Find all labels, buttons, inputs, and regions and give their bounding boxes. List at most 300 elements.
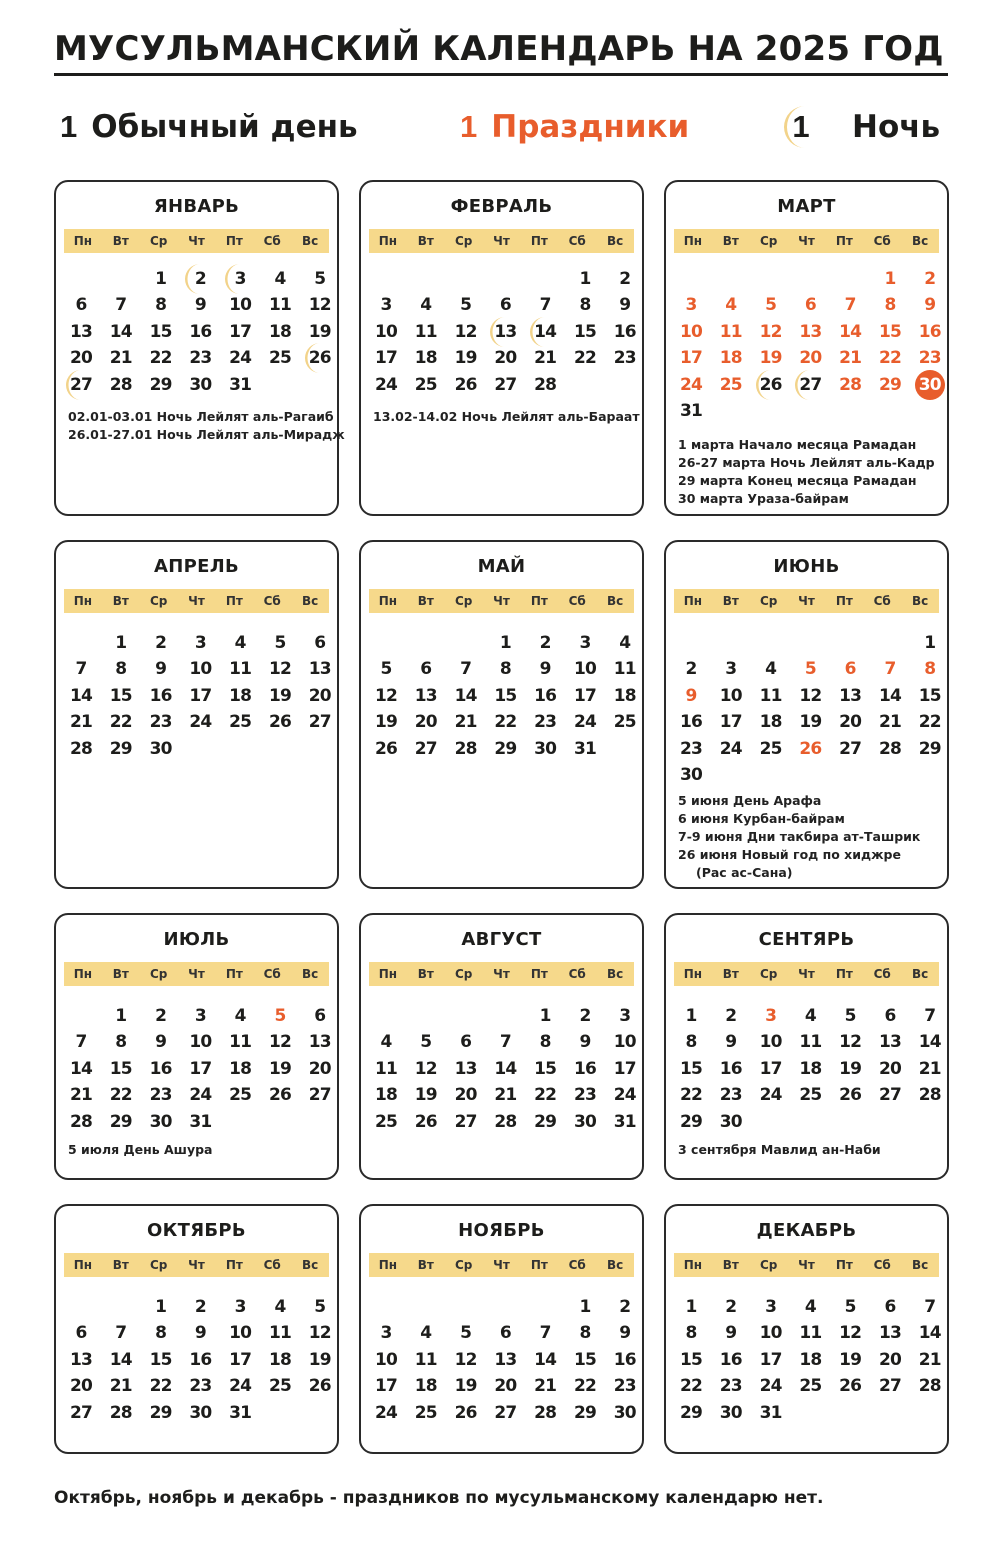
month-name: МАЙ bbox=[477, 556, 526, 577]
weekday-label: Вт bbox=[417, 967, 434, 981]
day-cell bbox=[525, 709, 565, 735]
day-cell bbox=[790, 709, 830, 735]
day-number: 4 bbox=[804, 1006, 816, 1026]
day-cell bbox=[61, 292, 101, 318]
day-number: 10 bbox=[613, 1032, 636, 1053]
day-number: 23 bbox=[149, 712, 172, 733]
holiday-notes bbox=[68, 1141, 331, 1159]
day-cell bbox=[61, 709, 101, 735]
legend-regular-label: Обычный день bbox=[91, 109, 358, 145]
day-number: 30 bbox=[613, 1402, 636, 1423]
weekday-label: Ср bbox=[759, 1258, 778, 1272]
day-number: 15 bbox=[149, 321, 172, 342]
day-number: 2 bbox=[579, 1006, 591, 1026]
weekday-label: Вт bbox=[722, 967, 739, 981]
day-cell bbox=[830, 292, 870, 318]
day-number: 30 bbox=[719, 1402, 742, 1423]
day-cell bbox=[180, 292, 220, 318]
day-cell bbox=[605, 1056, 645, 1082]
day-cell bbox=[870, 372, 910, 398]
day-number: 26 bbox=[374, 738, 398, 759]
month-card bbox=[54, 913, 339, 1180]
day-number: 8 bbox=[579, 295, 591, 316]
legend-night-number: 1 bbox=[792, 109, 810, 144]
weekday-label: Вс bbox=[911, 1258, 929, 1272]
day-cell bbox=[751, 319, 791, 345]
day-number: 10 bbox=[374, 321, 398, 342]
weekday-header bbox=[674, 962, 939, 986]
day-cell bbox=[910, 1082, 950, 1108]
day-number: 30 bbox=[679, 765, 703, 785]
day-number: 14 bbox=[918, 1323, 941, 1344]
day-number: 16 bbox=[719, 1058, 742, 1079]
day-number: 22 bbox=[679, 1376, 703, 1397]
day-number: 18 bbox=[613, 685, 636, 706]
day-number: 30 bbox=[534, 738, 557, 759]
day-cell bbox=[790, 292, 830, 318]
month-name: ОКТЯБРЬ bbox=[147, 1220, 246, 1241]
day-cell bbox=[141, 1003, 181, 1029]
legend-regular-number: 1 bbox=[60, 109, 78, 144]
day-number: 21 bbox=[534, 348, 557, 369]
day-cell bbox=[260, 292, 300, 318]
day-number: 14 bbox=[878, 685, 902, 706]
weekday-label: Пн bbox=[683, 1258, 703, 1272]
day-number: 28 bbox=[454, 738, 477, 759]
weekday-label: Чт bbox=[188, 967, 205, 981]
day-number: 24 bbox=[613, 1085, 636, 1106]
month-card bbox=[54, 540, 339, 889]
day-number: 14 bbox=[109, 321, 132, 342]
weekday-label: Вт bbox=[417, 234, 434, 248]
legend-night bbox=[778, 104, 940, 150]
day-cell bbox=[525, 372, 565, 398]
day-number: 1 bbox=[884, 269, 896, 289]
day-cell bbox=[711, 1029, 751, 1055]
day-number: 24 bbox=[229, 348, 252, 369]
day-cell bbox=[605, 345, 645, 371]
day-cell bbox=[751, 1373, 791, 1399]
day-number: 10 bbox=[189, 1032, 212, 1053]
day-cell bbox=[870, 709, 910, 735]
day-cell bbox=[605, 1400, 645, 1426]
day-cell bbox=[61, 319, 101, 345]
day-cell bbox=[671, 1003, 711, 1029]
weekday-label: Ср bbox=[759, 967, 778, 981]
day-cell bbox=[870, 656, 910, 682]
day-cell bbox=[910, 656, 950, 682]
day-cell bbox=[711, 709, 751, 735]
day-cell bbox=[605, 1294, 645, 1320]
day-cell bbox=[910, 683, 950, 709]
month-card bbox=[54, 180, 345, 516]
day-number: 13 bbox=[414, 685, 437, 706]
day-number: 24 bbox=[374, 374, 398, 395]
day-number: 25 bbox=[719, 374, 742, 395]
day-number: 8 bbox=[499, 659, 511, 680]
day-cell bbox=[260, 630, 300, 656]
day-cell bbox=[711, 345, 751, 371]
day-cell bbox=[101, 1373, 141, 1399]
day-cell bbox=[565, 683, 605, 709]
day-cell bbox=[525, 1320, 565, 1346]
day-cell bbox=[565, 1294, 605, 1320]
weekday-label: Сб bbox=[873, 967, 891, 981]
day-cell bbox=[366, 1320, 406, 1346]
day-number: 18 bbox=[414, 1376, 437, 1397]
weekday-label: Сб bbox=[873, 594, 891, 608]
day-cell bbox=[141, 709, 181, 735]
day-cell bbox=[711, 319, 751, 345]
day-cell bbox=[446, 1400, 486, 1426]
day-cell bbox=[751, 683, 791, 709]
day-cell bbox=[910, 1373, 950, 1399]
day-number: 6 bbox=[499, 1323, 511, 1344]
day-cell bbox=[565, 630, 605, 656]
day-number: 23 bbox=[918, 348, 941, 369]
day-number: 26 bbox=[268, 1085, 292, 1106]
day-cell bbox=[671, 345, 711, 371]
day-number: 23 bbox=[573, 1085, 597, 1106]
weekday-label: Чт bbox=[493, 594, 510, 608]
day-number: 13 bbox=[454, 1058, 477, 1079]
day-number: 4 bbox=[420, 1323, 432, 1344]
day-number: 3 bbox=[685, 295, 697, 316]
day-number: 6 bbox=[884, 1006, 896, 1026]
weekday-label: Пн bbox=[683, 594, 703, 608]
day-number: 20 bbox=[69, 348, 93, 369]
day-number: 19 bbox=[374, 712, 398, 733]
day-number: 21 bbox=[839, 348, 862, 369]
day-cell bbox=[485, 292, 525, 318]
day-number: 7 bbox=[884, 659, 896, 680]
day-number: 5 bbox=[420, 1032, 432, 1053]
day-number: 26 bbox=[414, 1111, 437, 1132]
day-number: 10 bbox=[229, 1323, 252, 1344]
day-number: 20 bbox=[308, 1058, 331, 1079]
weekday-label: Пн bbox=[73, 967, 93, 981]
weekday-label: Пт bbox=[835, 234, 853, 248]
day-number: 4 bbox=[804, 1297, 816, 1317]
day-number: 10 bbox=[573, 659, 597, 680]
day-number: 21 bbox=[109, 1376, 132, 1397]
day-number: 29 bbox=[109, 1111, 132, 1132]
day-number: 4 bbox=[420, 295, 432, 316]
weekday-label: Ср bbox=[759, 594, 778, 608]
day-cell bbox=[910, 345, 950, 371]
day-cell bbox=[101, 372, 141, 398]
day-number: 11 bbox=[613, 659, 636, 680]
day-cell bbox=[180, 630, 220, 656]
day-number: 13 bbox=[878, 1032, 902, 1053]
day-number: 12 bbox=[454, 1349, 477, 1370]
weekday-header bbox=[369, 229, 634, 253]
day-number: 7 bbox=[460, 659, 472, 680]
weekday-label: Вс bbox=[911, 594, 929, 608]
day-cell bbox=[485, 319, 525, 345]
weekday-label: Вс bbox=[301, 967, 319, 981]
day-number: 22 bbox=[878, 348, 902, 369]
day-number: 20 bbox=[69, 1376, 93, 1397]
day-cell bbox=[61, 345, 101, 371]
day-cell bbox=[751, 1400, 791, 1426]
day-cell bbox=[751, 736, 791, 762]
day-cell bbox=[180, 1029, 220, 1055]
day-cell bbox=[565, 1029, 605, 1055]
day-number: 27 bbox=[839, 738, 862, 759]
day-cell bbox=[61, 1373, 101, 1399]
day-cell bbox=[671, 372, 711, 398]
month-name: СЕНТЯРЬ bbox=[758, 929, 855, 950]
day-cell bbox=[485, 656, 525, 682]
month-name: ФЕВРАЛЬ bbox=[450, 196, 553, 217]
day-cell bbox=[220, 656, 260, 682]
holiday-note: 26 июня Новый год по хиджре bbox=[678, 847, 901, 862]
day-cell bbox=[751, 1056, 791, 1082]
day-number: 22 bbox=[534, 1085, 557, 1106]
day-number: 17 bbox=[374, 348, 398, 369]
day-number: 28 bbox=[69, 1111, 93, 1132]
day-cell bbox=[790, 1347, 830, 1373]
day-number: 8 bbox=[115, 1032, 127, 1053]
day-number: 9 bbox=[924, 295, 936, 316]
day-number: 17 bbox=[374, 1376, 398, 1397]
day-number: 20 bbox=[839, 712, 862, 733]
day-number: 24 bbox=[374, 1402, 398, 1423]
day-number: 24 bbox=[759, 1376, 782, 1397]
day-number: 30 bbox=[149, 738, 172, 759]
month-name: ИЮНЬ bbox=[773, 556, 840, 577]
day-number: 31 bbox=[189, 1111, 212, 1132]
day-number: 7 bbox=[924, 1297, 936, 1317]
day-cell bbox=[671, 1109, 711, 1135]
day-cell bbox=[260, 656, 300, 682]
day-cell bbox=[751, 1003, 791, 1029]
weekday-label: Пт bbox=[530, 967, 548, 981]
day-number: 28 bbox=[109, 1402, 132, 1423]
day-cell bbox=[141, 1056, 181, 1082]
day-number: 12 bbox=[759, 321, 782, 342]
day-cell bbox=[565, 709, 605, 735]
day-cell bbox=[101, 736, 141, 762]
day-cell bbox=[790, 1082, 830, 1108]
day-number: 8 bbox=[884, 295, 896, 316]
day-number: 25 bbox=[268, 1376, 292, 1397]
day-number: 27 bbox=[494, 374, 517, 395]
day-cell bbox=[446, 1109, 486, 1135]
day-cell bbox=[565, 292, 605, 318]
day-cell bbox=[101, 1082, 141, 1108]
day-cell bbox=[711, 1347, 751, 1373]
page-title: МУСУЛЬМАНСКИЙ КАЛЕНДАРЬ НА 2025 ГОД bbox=[54, 26, 948, 76]
day-cell bbox=[260, 683, 300, 709]
day-cell bbox=[101, 656, 141, 682]
day-number: 21 bbox=[918, 1058, 941, 1079]
day-number: 14 bbox=[109, 1349, 132, 1370]
day-number: 28 bbox=[494, 1111, 517, 1132]
day-number: 30 bbox=[189, 1402, 212, 1423]
day-cell bbox=[870, 345, 910, 371]
weekday-label: Чт bbox=[798, 234, 815, 248]
day-cell bbox=[300, 345, 340, 371]
day-number: 31 bbox=[229, 1402, 252, 1423]
day-cell bbox=[605, 1347, 645, 1373]
day-cell bbox=[300, 683, 340, 709]
day-cell bbox=[446, 1029, 486, 1055]
day-cell bbox=[605, 630, 645, 656]
day-number: 15 bbox=[534, 1058, 557, 1079]
day-cell bbox=[61, 1109, 101, 1135]
day-cell bbox=[565, 1320, 605, 1346]
day-number: 20 bbox=[878, 1349, 902, 1370]
weekday-header bbox=[64, 962, 329, 986]
day-cell bbox=[830, 1373, 870, 1399]
day-number: 25 bbox=[759, 738, 782, 759]
day-number: 9 bbox=[725, 1032, 737, 1053]
day-cell bbox=[61, 1320, 101, 1346]
day-cell bbox=[101, 319, 141, 345]
day-cell bbox=[830, 1056, 870, 1082]
day-cell bbox=[141, 1294, 181, 1320]
day-number: 22 bbox=[918, 712, 941, 733]
day-number: 11 bbox=[268, 295, 292, 316]
day-number: 3 bbox=[579, 633, 591, 653]
day-cell bbox=[101, 1056, 141, 1082]
weekday-label: Сб bbox=[873, 1258, 891, 1272]
weekday-label: Ср bbox=[454, 967, 473, 981]
day-number: 1 bbox=[579, 269, 591, 289]
day-number: 22 bbox=[149, 1376, 172, 1397]
day-number: 27 bbox=[308, 1085, 331, 1106]
day-number: 6 bbox=[804, 295, 816, 316]
day-number: 1 bbox=[579, 1297, 591, 1317]
weekday-label: Ср bbox=[454, 234, 473, 248]
weekday-label: Пн bbox=[683, 234, 703, 248]
day-number: 12 bbox=[454, 321, 477, 342]
day-number: 16 bbox=[679, 712, 703, 733]
day-number: 25 bbox=[799, 1376, 822, 1397]
day-number: 8 bbox=[155, 295, 167, 316]
day-number: 3 bbox=[765, 1297, 777, 1317]
day-number: 28 bbox=[534, 374, 557, 395]
day-cell bbox=[870, 1320, 910, 1346]
day-number: 27 bbox=[308, 712, 331, 733]
day-cell bbox=[671, 319, 711, 345]
day-number: 13 bbox=[799, 321, 822, 342]
month-card bbox=[359, 180, 644, 516]
day-number: 29 bbox=[918, 738, 941, 759]
day-cell bbox=[870, 1003, 910, 1029]
weekday-label: Вт bbox=[112, 594, 129, 608]
day-cell bbox=[446, 656, 486, 682]
day-cell bbox=[525, 1029, 565, 1055]
day-cell bbox=[101, 1320, 141, 1346]
day-cell bbox=[300, 709, 340, 735]
day-cell bbox=[141, 1373, 181, 1399]
day-cell bbox=[870, 736, 910, 762]
day-number: 19 bbox=[839, 1349, 862, 1370]
day-cell bbox=[830, 709, 870, 735]
day-cell bbox=[406, 683, 446, 709]
day-number: 26 bbox=[268, 712, 292, 733]
day-cell bbox=[366, 1082, 406, 1108]
day-number: 27 bbox=[878, 1376, 902, 1397]
day-number: 15 bbox=[679, 1058, 703, 1079]
day-number: 6 bbox=[844, 659, 856, 680]
day-number: 2 bbox=[685, 659, 697, 680]
day-number: 25 bbox=[229, 1085, 252, 1106]
day-number: 11 bbox=[374, 1058, 398, 1079]
weekday-label: Вс bbox=[606, 594, 624, 608]
day-cell bbox=[711, 292, 751, 318]
day-cell bbox=[830, 736, 870, 762]
day-cell bbox=[671, 1400, 711, 1426]
day-number: 15 bbox=[573, 1349, 597, 1370]
day-cell bbox=[565, 1109, 605, 1135]
day-cell bbox=[406, 736, 446, 762]
day-number: 25 bbox=[374, 1111, 398, 1132]
day-number: 22 bbox=[109, 1085, 132, 1106]
day-cell bbox=[485, 630, 525, 656]
day-cell bbox=[830, 1320, 870, 1346]
day-number: 7 bbox=[75, 659, 87, 680]
day-number: 26 bbox=[759, 374, 782, 395]
day-cell bbox=[446, 1056, 486, 1082]
month-card bbox=[54, 1204, 339, 1454]
day-cell bbox=[525, 1003, 565, 1029]
day-cell bbox=[605, 1003, 645, 1029]
day-cell bbox=[366, 1373, 406, 1399]
day-number: 22 bbox=[573, 348, 597, 369]
day-cell bbox=[751, 709, 791, 735]
day-number: 8 bbox=[115, 659, 127, 680]
footer-note: Октябрь, ноябрь и декабрь - праздников по мусульманскому календарю нет. bbox=[54, 1488, 824, 1508]
day-cell bbox=[406, 1056, 446, 1082]
day-cell bbox=[751, 1082, 791, 1108]
day-number: 23 bbox=[719, 1376, 742, 1397]
day-cell bbox=[220, 1003, 260, 1029]
day-number: 10 bbox=[679, 321, 703, 342]
day-number: 20 bbox=[494, 1376, 517, 1397]
day-number: 18 bbox=[799, 1349, 822, 1370]
day-cell bbox=[141, 736, 181, 762]
day-number: 27 bbox=[799, 374, 822, 395]
weekday-label: Ср bbox=[149, 234, 168, 248]
day-number: 5 bbox=[765, 295, 777, 316]
day-number: 19 bbox=[454, 348, 477, 369]
day-number: 11 bbox=[414, 321, 437, 342]
weekday-label: Пт bbox=[835, 594, 853, 608]
day-number: 15 bbox=[878, 321, 902, 342]
day-number: 10 bbox=[759, 1032, 782, 1053]
day-cell bbox=[565, 266, 605, 292]
day-cell bbox=[525, 1109, 565, 1135]
holiday-note: 02.01-03.01 Ночь Лейлят аль-Рагаиб bbox=[68, 409, 334, 424]
weekday-header bbox=[64, 229, 329, 253]
month-name: ДЕКАБРЬ bbox=[756, 1220, 857, 1241]
day-number: 9 bbox=[155, 1032, 167, 1053]
day-cell bbox=[220, 630, 260, 656]
day-number: 25 bbox=[268, 348, 292, 369]
weekday-label: Ср bbox=[454, 1258, 473, 1272]
day-number: 10 bbox=[189, 659, 212, 680]
weekday-label: Пт bbox=[225, 594, 243, 608]
day-cell bbox=[446, 372, 486, 398]
day-cell bbox=[525, 292, 565, 318]
day-cell bbox=[605, 1320, 645, 1346]
day-number: 7 bbox=[924, 1006, 936, 1026]
weekday-label: Пт bbox=[530, 594, 548, 608]
